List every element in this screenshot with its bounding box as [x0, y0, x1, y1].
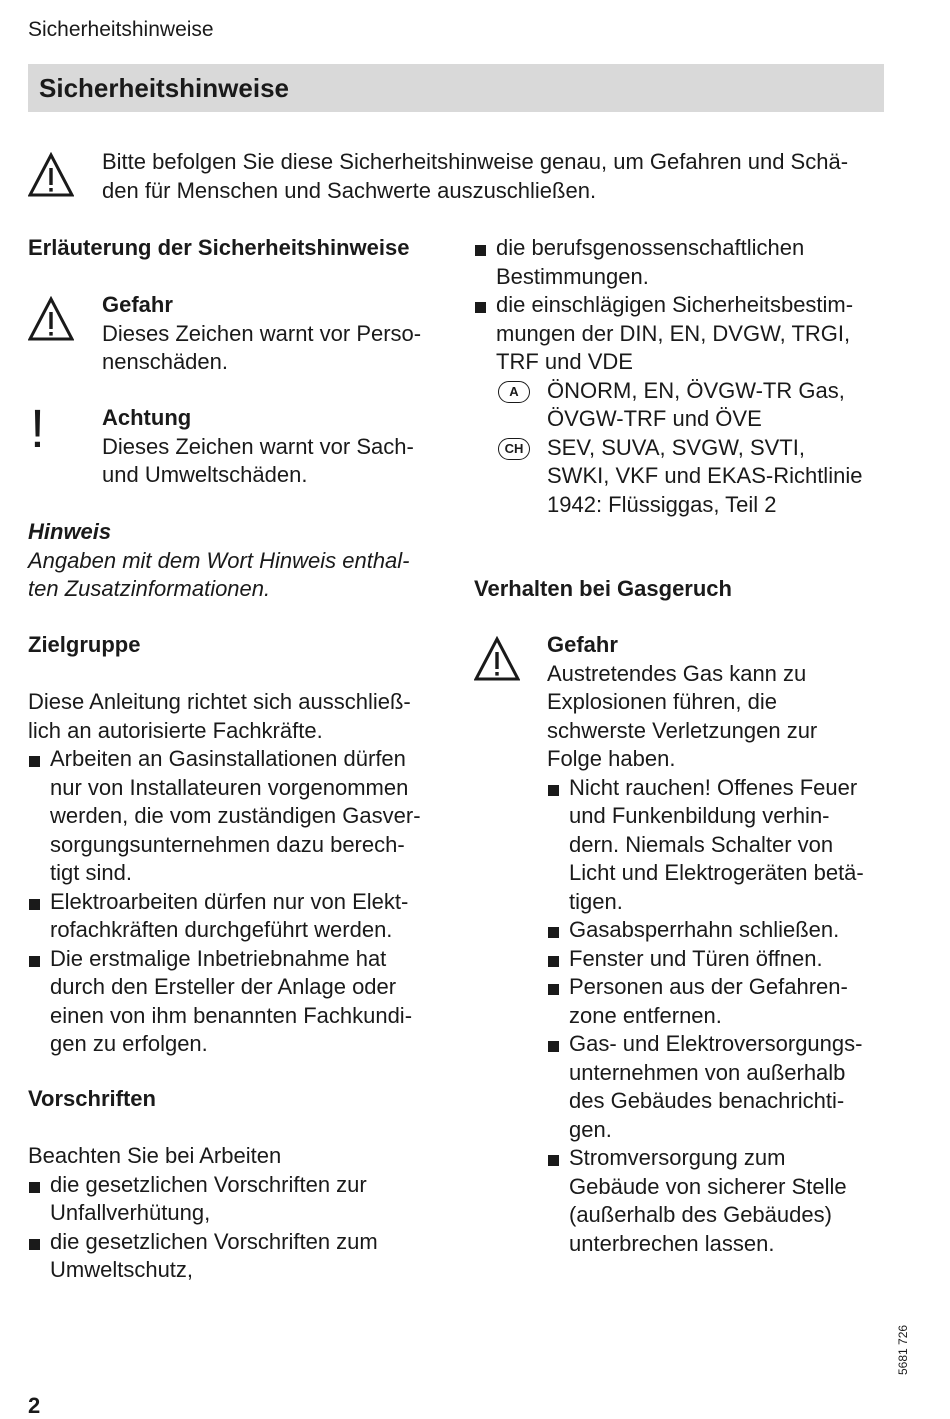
regulations-heading: Vorschriften: [28, 1086, 156, 1111]
running-head: Sicherheitshinweise: [28, 18, 214, 41]
explanation-heading: Erläuterung der Sicherheitshinweise: [28, 235, 410, 260]
country-item-switzerland: CH SEV, SUVA, SVGW, SVTI, SWKI, VKF und EKAS-Richtlinie 1942: Flüssiggas, Teil 2: [474, 434, 894, 520]
list-item: die gesetzlichen Vorschriften zur Unfallverhütung,: [28, 1171, 458, 1228]
target-group-heading: Zielgruppe: [28, 632, 141, 657]
danger-line: Dieses Zeichen warnt vor Perso-: [102, 320, 422, 346]
attention-exclamation-icon: !: [30, 399, 46, 459]
list-item: Elektroarbeiten dürfen nur von Elekt- rofachkräften durchgeführt werden.: [28, 888, 458, 945]
regulations-list-continued: [474, 234, 894, 377]
document-number: 5681 726: [896, 1324, 910, 1375]
danger-title: Gefahr: [102, 292, 173, 317]
target-group-list: [28, 745, 458, 1059]
danger-line: nenschäden.: [102, 349, 228, 374]
attention-line: und Umweltschäden.: [102, 462, 308, 487]
gas-danger-block: Gefahr Austretendes Gas kann zu Explosionen führen, die schwerste Verletzungen zur Folge haben. Nicht rauchen! Offenes Feuer und Funkenbildung verhin- dern. Niemals Schalter von Licht und Elektrogeräten betä- tigen. Gasabsperrhahn schließen. Fenster und Türen öffnen. Personen aus der Gefahren- zone entfernen. Gas- und Elektroversorgungs- unternehmen von außerhalb des Gebäudes benachrichti- gen. Stromversorgung zum Gebäude von sicherer Stelle (außerhalb des Gebäudes) unterbrechen lassen.: [547, 631, 892, 1258]
intro-line: den für Menschen und Sachwerte auszuschließen.: [102, 177, 597, 203]
target-group-body: [28, 688, 458, 1059]
list-item: die einschlägigen Sicherheitsbestim- mungen der DIN, EN, DVGW, TRGI, TRF und VDE: [474, 291, 894, 377]
regulations-intro: Beachten Sie bei Arbeiten: [28, 1143, 282, 1168]
target-group-intro-line: lich an autorisierte Fachkräfte.: [28, 717, 323, 743]
list-item: Gasabsperrhahn schließen.: [547, 916, 892, 945]
list-item: die berufsgenossenschaftlichen Bestimmungen.: [474, 234, 894, 291]
country-badge-a-icon: A: [498, 381, 530, 403]
list-item: Gas- und Elektroversorgungs- unternehmen von außerhalb des Gebäudes benachrichti- gen.: [547, 1030, 892, 1144]
note-title: Hinweis: [28, 519, 112, 544]
attention-line: Dieses Zeichen warnt vor Sach-: [102, 433, 414, 459]
danger-explanation: [102, 291, 447, 377]
regulations-body-left: [28, 1142, 458, 1285]
page-number: 2: [28, 1393, 41, 1418]
gas-danger-title: Gefahr: [547, 632, 618, 657]
gas-smell-heading: Verhalten bei Gasgeruch: [474, 576, 732, 601]
list-item: Arbeiten an Gasinstallationen dürfen nur von Installateuren vorgenommen werden, die vom zuständigen Gasver- sorgungsunternehmen dazu berech- tigt sind.: [28, 745, 458, 888]
list-item: Die erstmalige Inbetriebnahme hat durch den Ersteller der Anlage oder einen von ihm benannten Fachkundi- gen zu erfolgen.: [28, 945, 458, 1059]
warning-triangle-icon: [28, 152, 74, 198]
note-line: Angaben mit dem Wort Hinweis enthal-: [28, 547, 410, 573]
gas-danger-triangle-icon: [474, 636, 520, 682]
list-item: Personen aus der Gefahren- zone entfernen.: [547, 973, 892, 1030]
list-item: Nicht rauchen! Offenes Feuer und Funkenbildung verhin- dern. Niemals Schalter von Licht und Elektrogeräten betä- tigen.: [547, 774, 892, 917]
country-badge-ch-icon: CH: [498, 438, 530, 460]
note-line: ten Zusatzinformationen.: [28, 576, 271, 601]
regulations-body-right: [474, 234, 894, 519]
regulations-list: [28, 1171, 458, 1285]
country-item-austria: A ÖNORM, EN, ÖVGW-TR Gas, ÖVGW-TRF und ÖVE: [474, 377, 894, 434]
intro-line: Bitte befolgen Sie diese Sicherheitshinweise genau, um Gefahren und Schä-: [102, 149, 849, 174]
target-group-intro-line: Diese Anleitung richtet sich ausschließ-: [28, 689, 411, 714]
page-title: Sicherheitshinweise: [28, 64, 884, 112]
intro-text: [102, 148, 902, 205]
list-item: Fenster und Türen öffnen.: [547, 945, 892, 974]
attention-title: Achtung: [102, 405, 192, 430]
danger-triangle-icon: [28, 296, 74, 342]
gas-smell-list: [547, 774, 892, 1259]
note-block: [28, 518, 448, 604]
attention-explanation: [102, 404, 447, 490]
list-item: die gesetzlichen Vorschriften zum Umweltschutz,: [28, 1228, 458, 1285]
list-item: Stromversorgung zum Gebäude von sicherer Stelle (außerhalb des Gebäudes) unterbrechen lassen.: [547, 1144, 892, 1258]
